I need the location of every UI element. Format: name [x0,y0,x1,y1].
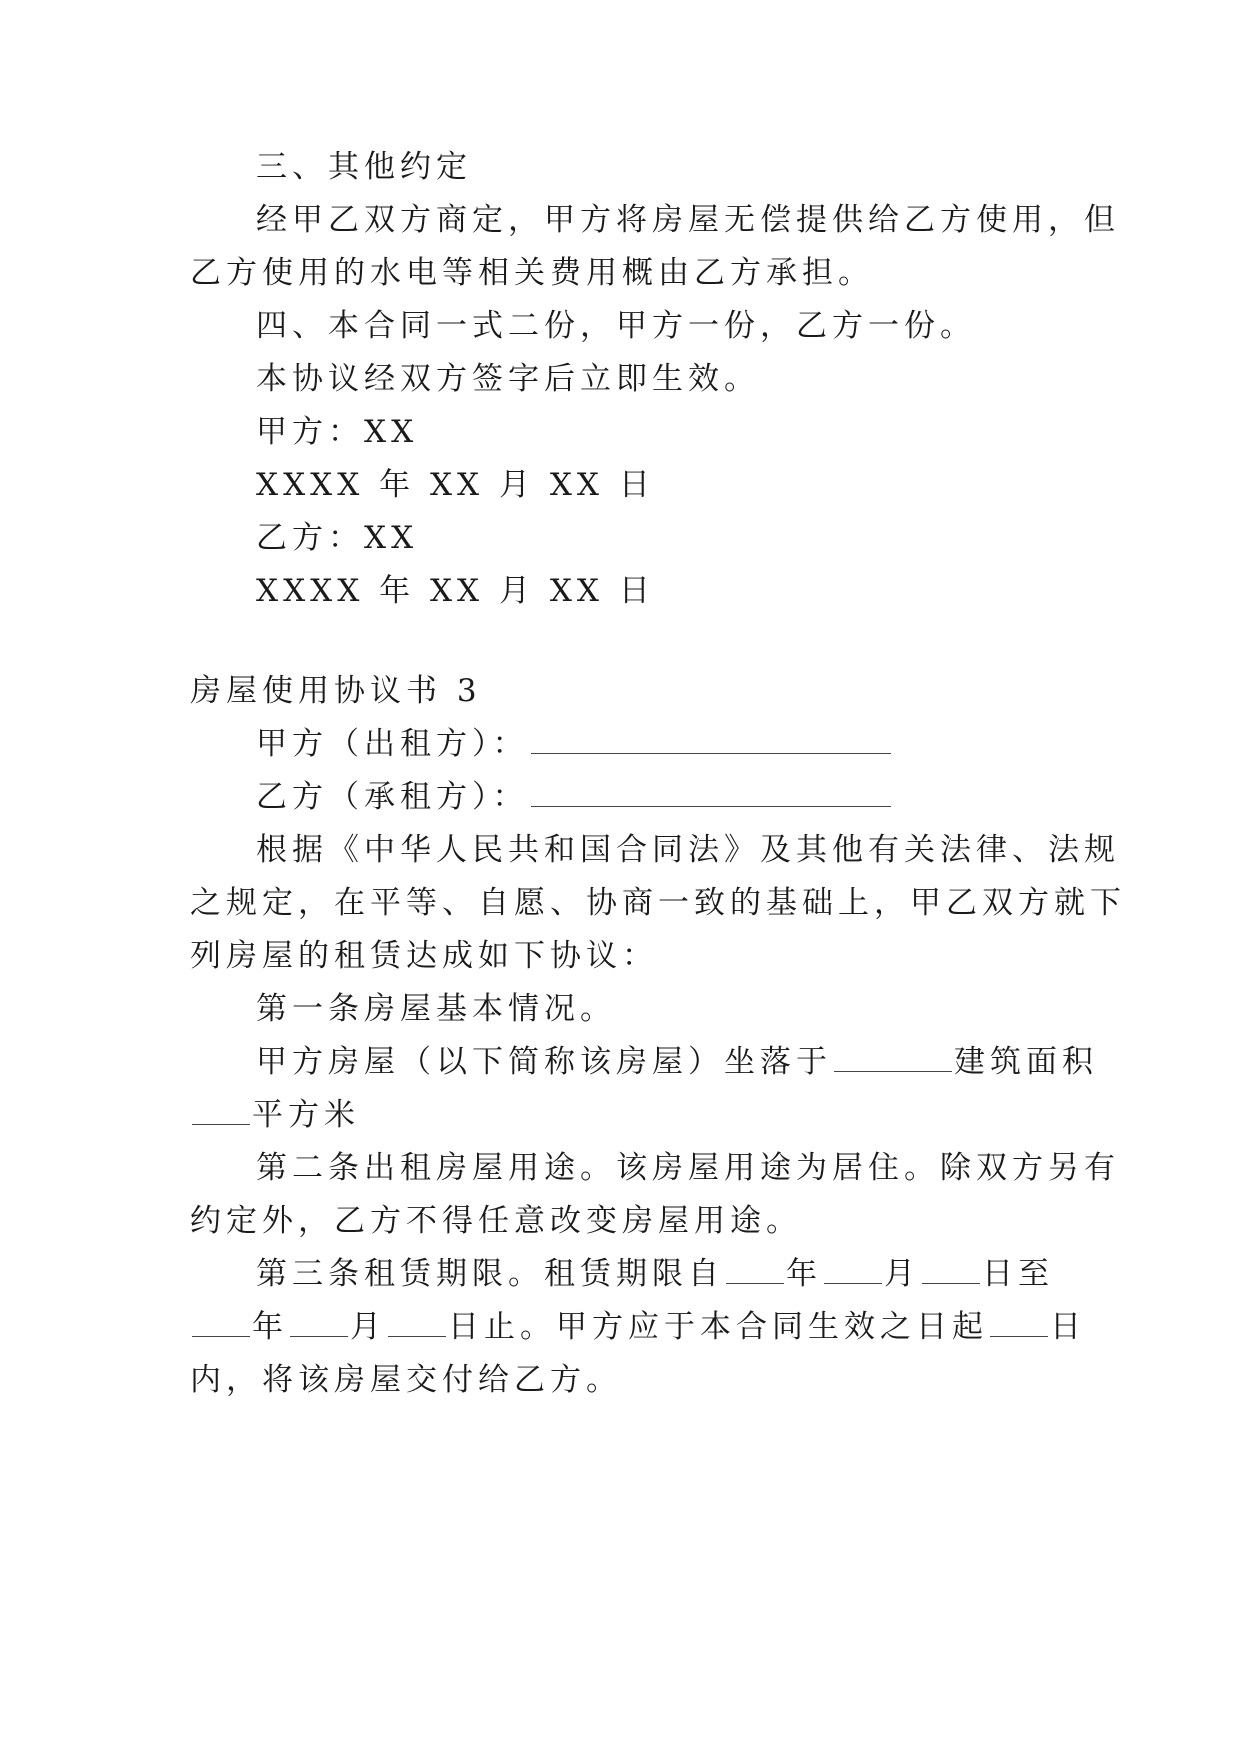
lessee-label: 乙方（承租方）： [256,779,529,815]
area-blank [192,1098,250,1125]
article3-line3: 内，将该房屋交付给乙方。 [190,1362,622,1398]
section4-text: 四、本合同一式二份，甲方一份，乙方一份。 [256,308,976,344]
section3-paragraph-line2: 乙方使用的水电等相关费用概由乙方承担。 [190,255,874,291]
lessor-label: 甲方（出租方）： [256,726,529,762]
article3-line1 [256,1254,1054,1294]
start-day-blank [922,1257,980,1284]
article1-text-line2 [190,1095,360,1135]
start-month-blank [824,1257,882,1284]
effective-clause: 本协议经双方签字后立即生效。 [256,361,760,397]
delivery-days-blank [990,1310,1048,1337]
party-a-date: XXXX 年 XX 月 XX 日 [256,467,655,503]
party-b-date: XXXX 年 XX 月 XX 日 [256,573,655,609]
article1-text-a: 甲方房屋（以下简称该房屋）坐落于 [256,1044,832,1080]
end-year-unit: 年 [252,1309,288,1345]
end-month-unit: 月 [350,1309,386,1345]
preamble-line2: 之规定，在平等、自愿、协商一致的基础上，甲乙双方就下 [190,885,1126,921]
article1-text-line1 [256,1042,1098,1082]
delivery-day-unit: 日 [1050,1309,1086,1345]
lessee-line [256,777,893,817]
section3-paragraph-line1: 经甲乙双方商定，甲方将房屋无偿提供给乙方使用，但 [256,202,1120,238]
start-year-blank [726,1257,784,1284]
article3-text-a: 第三条租赁期限。租赁期限自 [256,1256,724,1292]
lessor-line [256,724,893,764]
start-year-unit: 年 [786,1256,822,1292]
article1-text-c: 平方米 [252,1097,360,1133]
section3-heading: 三、其他约定 [256,149,472,185]
start-month-unit: 月 [884,1256,920,1292]
lessor-blank [531,727,891,754]
article3-line2 [190,1307,1086,1347]
party-b-signature: 乙方：XX [256,520,419,556]
party-a-signature: 甲方：XX [256,414,419,450]
end-month-blank [290,1310,348,1337]
preamble-line1: 根据《中华人民共和国合同法》及其他有关法律、法规 [256,832,1120,868]
lessee-blank [531,780,891,807]
article3-day-end: 日止。甲方应于本合同生效之日起 [448,1309,988,1345]
article1-text-b: 建筑面积 [954,1044,1098,1080]
article1-heading: 第一条房屋基本情况。 [256,991,616,1027]
address-blank [834,1045,952,1072]
start-day-to: 日至 [982,1256,1054,1292]
end-year-blank [192,1310,250,1337]
article2-line2: 约定外，乙方不得任意改变房屋用途。 [190,1203,802,1239]
article2-line1: 第二条出租房屋用途。该房屋用途为居住。除双方另有 [256,1150,1120,1186]
preamble-line3: 列房屋的租赁达成如下协议： [190,938,658,974]
end-day-blank [388,1310,446,1337]
agreement-title: 房屋使用协议书 3 [190,673,482,709]
